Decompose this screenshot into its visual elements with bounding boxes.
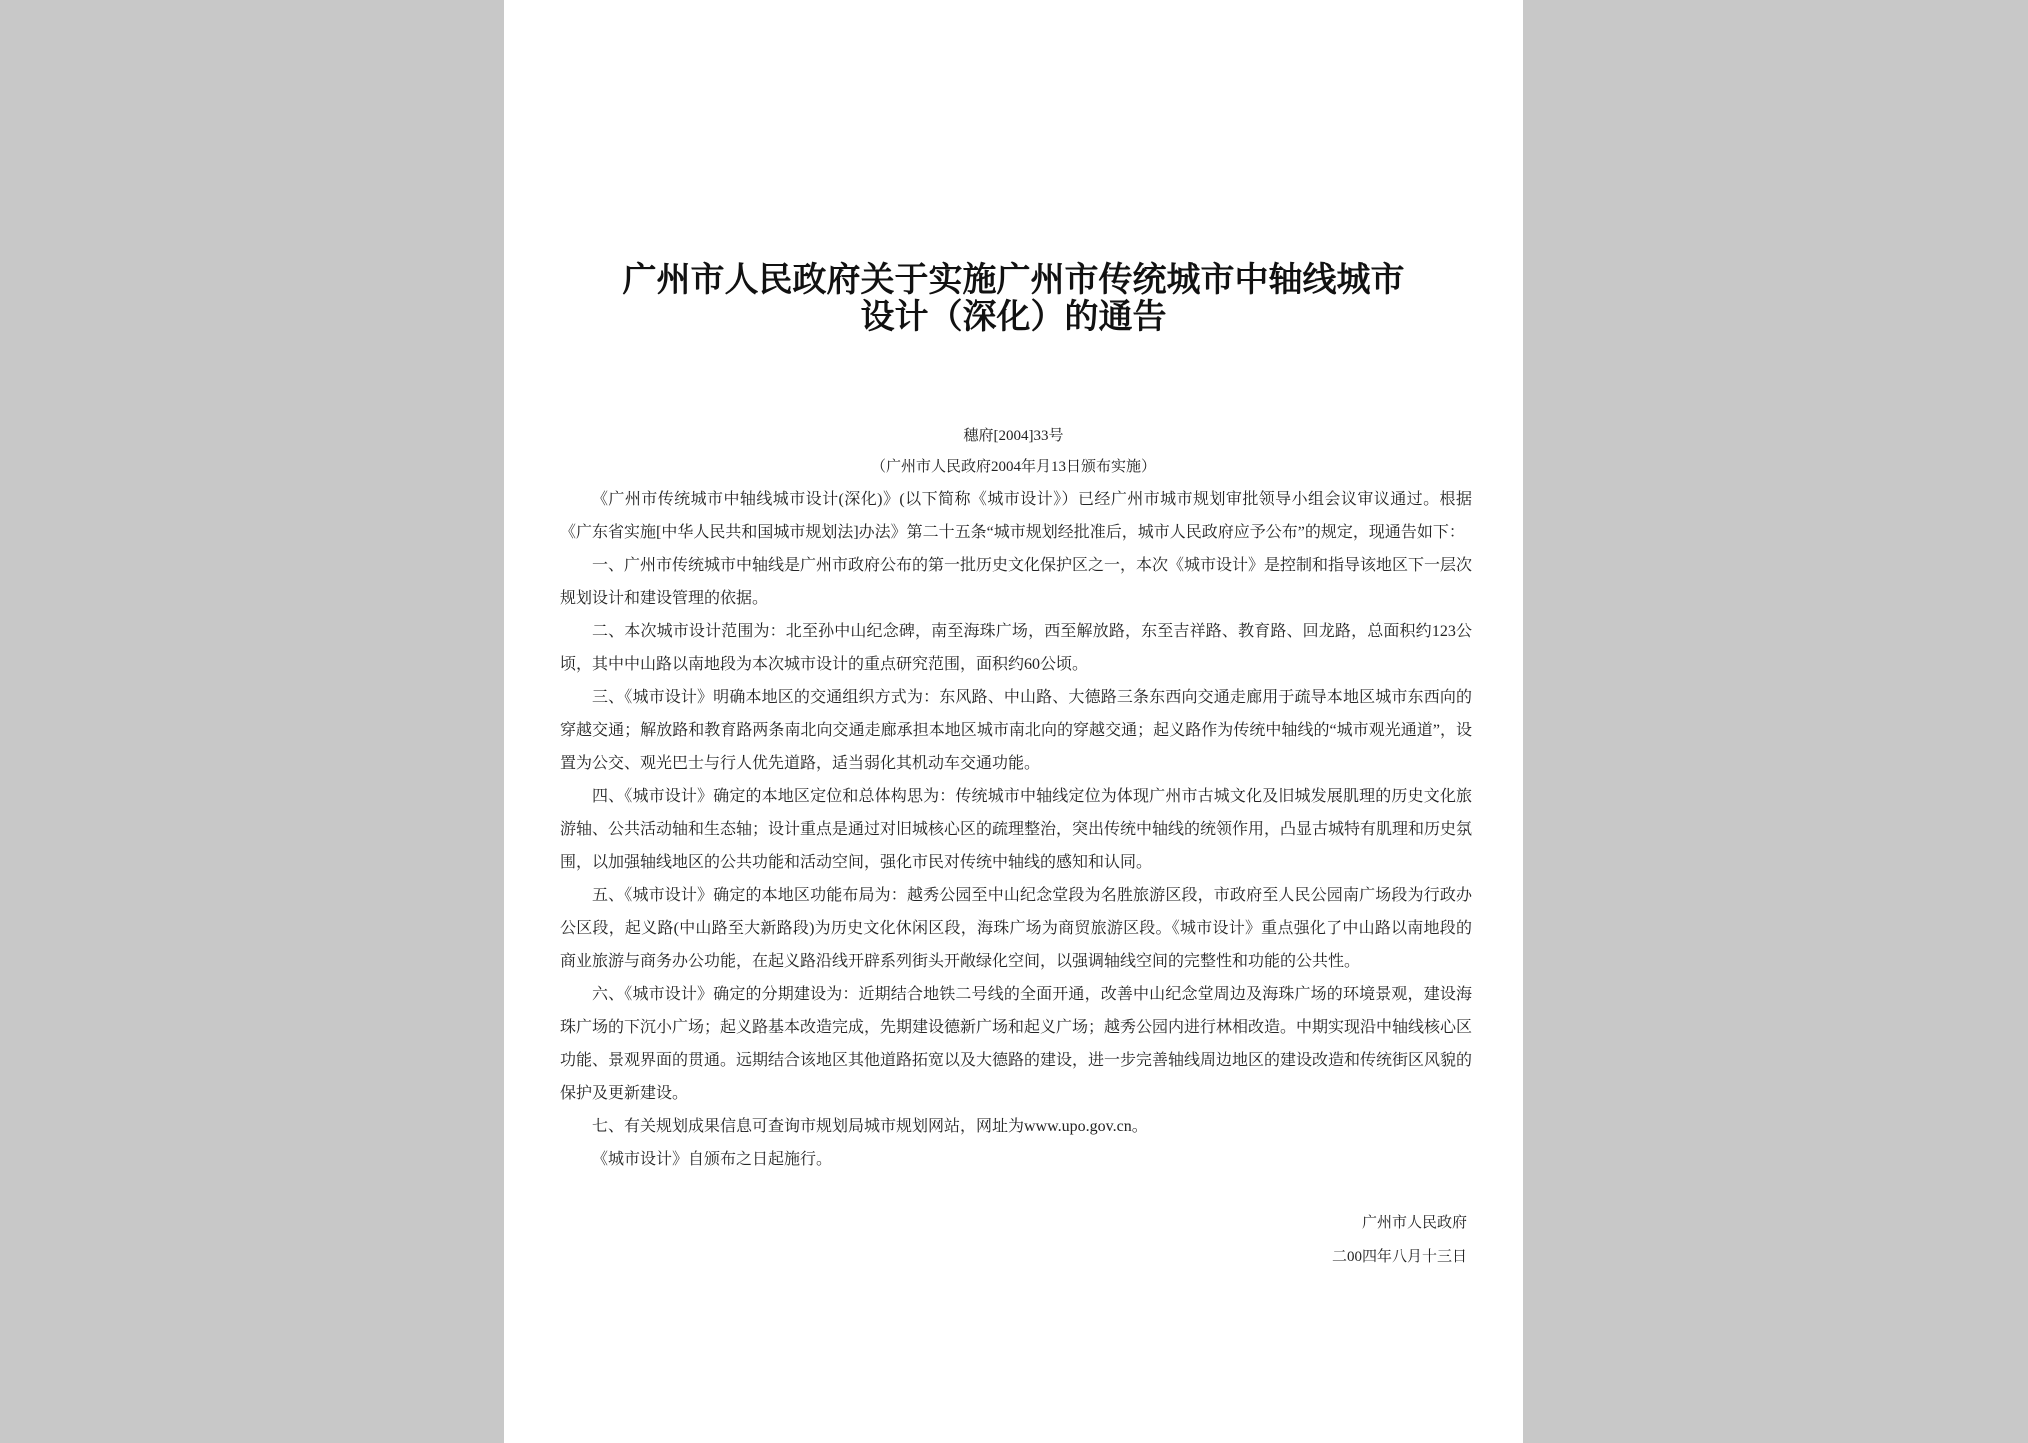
paragraph-effective: 《城市设计》自颁布之日起施行。 <box>592 1151 833 1168</box>
title-line-1: 广州市人民政府关于实施广州市传统城市中轴线城市 <box>622 260 1405 300</box>
paragraph-intro: 《广州市传统城市中轴线城市设计(深化)》(以下简称《城市设计》）已经广州市城市规划审批领导小组会议审议通过。根据《广东省实施[中华人民共和国城市规划法]办法》第二十五条“城市规划经批准后，城市人民政府应予公布”的规定，现通告如下： <box>560 491 1472 541</box>
paragraph-item-4: 四、《城市设计》确定的本地区定位和总体构思为：传统城市中轴线定位为体现广州市古城文化及旧城发展肌理的历史文化旅游轴、公共活动轴和生态轴；设计重点是通过对旧城核心区的疏理整治，突出传统中轴线的统领作用，凸显古城特有肌理和历史氛围，以加强轴线地区的公共功能和活动空间，强化市民对传统中轴线的感知和认同。 <box>560 788 1473 871</box>
document-page <box>504 0 1523 1443</box>
title-line-2: 设计（深化）的通告 <box>860 297 1167 337</box>
signature-organization: 广州市人民政府 <box>1361 1215 1467 1231</box>
document-title <box>504 262 1523 336</box>
signature-date: 二00四年八月十三日 <box>1331 1249 1467 1265</box>
paragraph-item-7: 七、有关规划成果信息可查询市规划局城市规划网站，网址为www.upo.gov.cn。 <box>592 1118 1148 1135</box>
document-number: 穗府[2004]33号 <box>963 428 1064 444</box>
paragraph-item-6: 六、《城市设计》确定的分期建设为：近期结合地铁二号线的全面开通，改善中山纪念堂周边及海珠广场的环境景观，建设海珠广场的下沉小广场；起义路基本改造完成，先期建设德新广场和起义广场；越秀公园内进行林相改造。中期实现沿中轴线核心区功能、景观界面的贯通。远期结合该地区其他道路拓宽以及大德路的建设，进一步完善轴线周边地区的建设改造和传统街区风貌的保护及更新建设。 <box>560 986 1473 1102</box>
paragraph-item-3: 三、《城市设计》明确本地区的交通组织方式为：东风路、中山路、大德路三条东西向交通走廊用于疏导本地区城市东西向的穿越交通；解放路和教育路两条南北向交通走廊承担本地区城市南北向的穿越交通；起义路作为传统中轴线的“城市观光通道”，设置为公交、观光巴士与行人优先道路，适当弱化其机动车交通功能。 <box>560 689 1472 772</box>
paragraph-item-1: 一、广州市传统城市中轴线是广州市政府公布的第一批历史文化保护区之一，本次《城市设计》是控制和指导该地区下一层次规划设计和建设管理的依据。 <box>560 557 1473 607</box>
promulgation-note: （广州市人民政府2004年月13日颁布实施） <box>870 459 1156 475</box>
paragraph-item-2: 二、本次城市设计范围为：北至孙中山纪念碑，南至海珠广场，西至解放路，东至吉祥路、教育路、回龙路，总面积约123公顷，其中中山路以南地段为本次城市设计的重点研究范围，面积约60公顷。 <box>560 623 1472 673</box>
paragraph-item-5: 五、《城市设计》确定的本地区功能布局为：越秀公园至中山纪念堂段为名胜旅游区段，市政府至人民公园南广场段为行政办公区段，起义路(中山路至大新路段)为历史文化休闲区段，海珠广场为商贸旅游区段。《城市设计》重点强化了中山路以南地段的商业旅游与商务办公功能，在起义路沿线开辟系列街头开敞绿化空间，以强调轴线空间的完整性和功能的公共性。 <box>560 887 1472 970</box>
document-body <box>560 483 1472 1176</box>
